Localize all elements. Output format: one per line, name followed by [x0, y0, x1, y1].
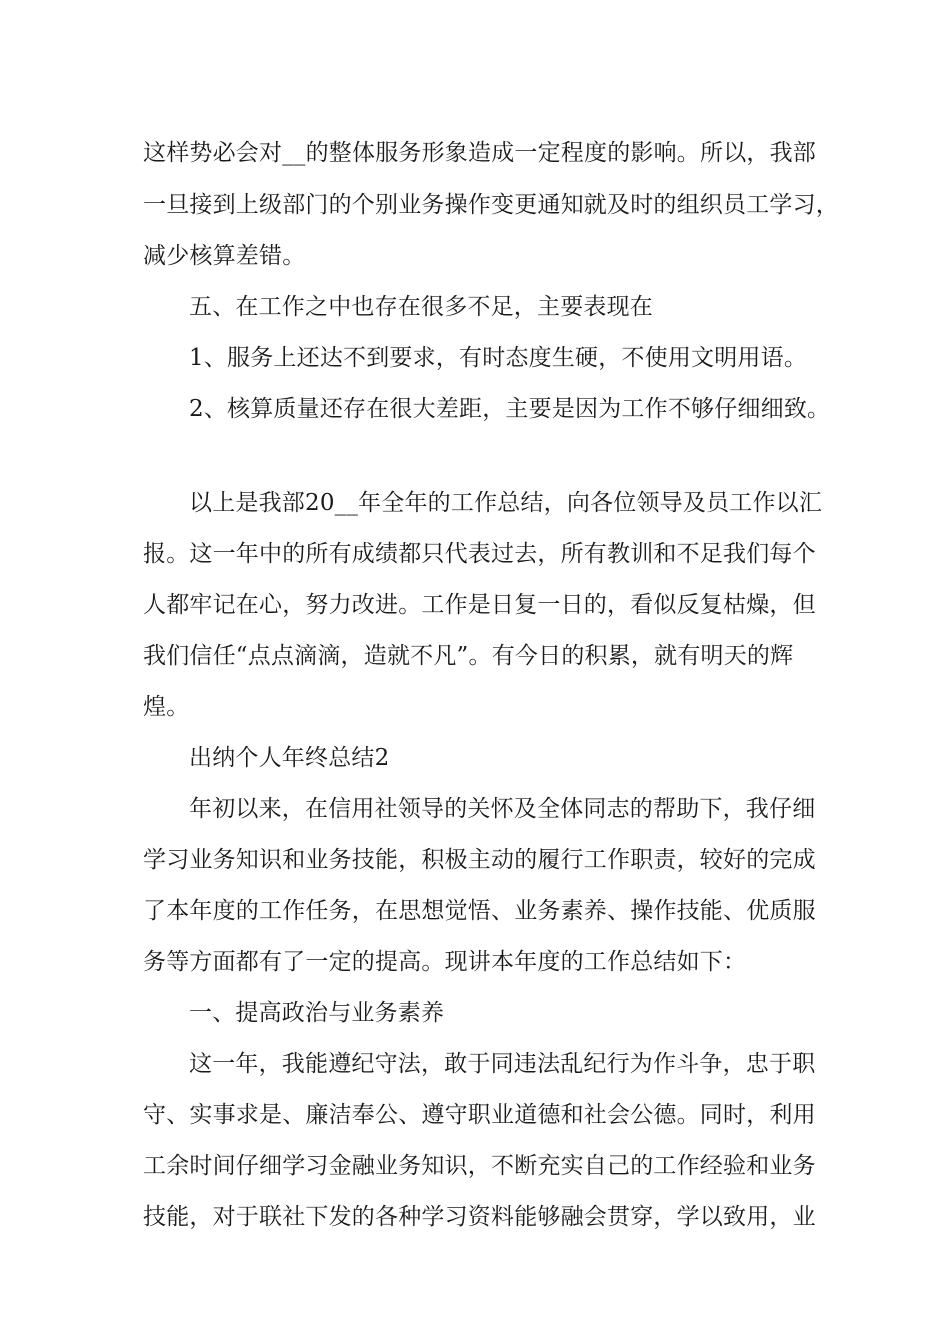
body-text-line: 这样势必会对__的整体服务形象造成一定程度的影响。所以，我部	[143, 140, 816, 166]
body-text-line: 技能，对于联社下发的各种学习资料能够融会贯穿，学以致用，业	[143, 1204, 816, 1230]
body-text-line: 煌。	[143, 694, 190, 720]
list-item: 2、核算质量还存在很大差距，主要是因为工作不够仔细细致。	[189, 396, 831, 422]
list-item: 1、服务上还达不到要求，有时态度生硬，不使用文明用语。	[189, 345, 808, 371]
body-text-line: 我们信任“点点滴滴，造就不凡”。有今日的积累，就有明天的辉	[143, 643, 794, 669]
body-text-line: 一旦接到上级部门的个别业务操作变更通知就及时的组织员工学习，	[143, 192, 839, 218]
body-text-line: 学习业务知识和业务技能，积极主动的履行工作职责，较好的完成	[143, 847, 816, 873]
body-text-line: 年初以来，在信用社领导的关怀及全体同志的帮助下，我仔细	[189, 796, 816, 822]
body-text-line: 以上是我部20__年全年的工作总结，向各位领导及员工作以汇	[189, 490, 823, 516]
body-text-line: 人都牢记在心，努力改进。工作是日复一日的，看似反复枯燥，但	[143, 592, 816, 618]
section-heading: 五、在工作之中也存在很多不足，主要表现在	[189, 294, 653, 320]
section-heading: 一、提高政治与业务素养	[189, 1000, 445, 1026]
document-title: 出纳个人年终总结2	[189, 745, 390, 771]
body-text-line: 减少核算差错。	[143, 243, 306, 269]
body-text-line: 务等方面都有了一定的提高。现讲本年度的工作总结如下：	[143, 949, 747, 975]
body-text-line: 工余时间仔细学习金融业务知识，不断充实自己的工作经验和业务	[143, 1153, 816, 1179]
body-text-line: 了本年度的工作任务，在思想觉悟、业务素养、操作技能、优质服	[143, 898, 816, 924]
body-text-line: 这一年，我能遵纪守法，敢于同违法乱纪行为作斗争，忠于职	[189, 1051, 816, 1077]
body-text-line: 守、实事求是、廉洁奉公、遵守职业道德和社会公德。同时，利用	[143, 1102, 816, 1128]
body-text-line: 报。这一年中的所有成绩都只代表过去，所有教训和不足我们每个	[143, 541, 816, 567]
